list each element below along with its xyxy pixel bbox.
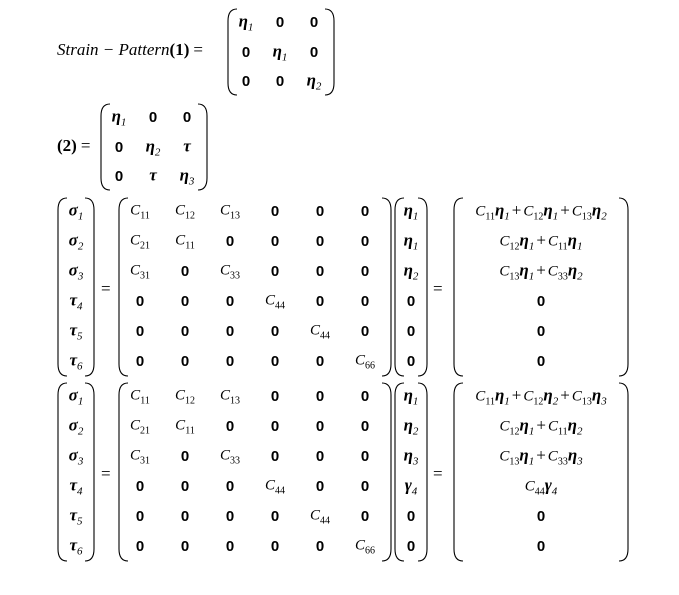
matrix-cell: 0	[182, 109, 192, 126]
result-cell: $C_{11}\eta_1 + C_{12}\eta_1 + C_{13}\eta_2$	[475, 200, 607, 223]
right-paren	[382, 198, 391, 376]
result-cell: $C_{13}\eta_1 + C_{33}\eta_3$	[499, 445, 583, 468]
left-paren	[101, 104, 110, 190]
stiffness-cell: 0	[270, 538, 280, 555]
matrix-cell: 0	[275, 73, 285, 90]
equals-sign: =	[433, 279, 443, 298]
matrix-cell: 0	[114, 168, 124, 185]
stress-vector-1	[56, 197, 96, 377]
stiffness-cell: 0	[180, 353, 190, 370]
matrix-cell: τ	[149, 165, 157, 185]
equals-sign: =	[101, 464, 111, 483]
stiffness-cell: 0	[315, 293, 325, 310]
stiffness-cell: 0	[135, 323, 145, 340]
pattern-number-1: (1)	[169, 40, 190, 59]
stiffness-cell: 0	[225, 233, 235, 250]
pattern-number-2: (2)	[57, 136, 77, 155]
stiffness-cell: 0	[135, 353, 145, 370]
left-paren	[119, 198, 128, 376]
stiffness-cell: $C_{12}$	[174, 387, 196, 407]
stiffness-cell: 0	[270, 388, 280, 405]
right-paren	[619, 383, 628, 561]
stiffness-cell: 0	[270, 418, 280, 435]
strain-pattern-text: Strain − Pattern	[57, 40, 170, 59]
left-paren	[454, 198, 463, 376]
stress-cell: $\tau_5$	[69, 505, 83, 528]
stiffness-cell: 0	[315, 388, 325, 405]
stiffness-cell: $C_{13}$	[219, 387, 241, 407]
matrix-cell: $\eta_1$	[111, 106, 127, 129]
result-vector-1	[452, 197, 630, 377]
right-paren	[85, 198, 94, 376]
right-paren	[198, 104, 207, 190]
stress-cell: $\tau_4$	[69, 290, 83, 313]
stiffness-cell: 0	[315, 418, 325, 435]
stiffness-cell: 0	[225, 508, 235, 525]
right-paren	[325, 9, 334, 95]
stiffness-cell: 0	[315, 478, 325, 495]
right-paren	[382, 383, 391, 561]
stress-cell: $\tau_6$	[69, 350, 83, 373]
stiffness-cell: 0	[360, 323, 370, 340]
stiffness-cell: 0	[135, 538, 145, 555]
stiffness-cell: $C_{21}$	[129, 417, 151, 437]
stiffness-cell: 0	[135, 508, 145, 525]
stress-cell: $\sigma_2$	[68, 415, 84, 438]
stiffness-cell: $C_{33}$	[219, 262, 241, 282]
stiffness-cell: 0	[180, 323, 190, 340]
strain-cell: $\eta_2$	[403, 415, 419, 438]
result-cell: $C_{12}\eta_1 + C_{11}\eta_1$	[499, 230, 583, 253]
stiffness-cell: $C_{44}$	[309, 322, 331, 342]
stiffness-cell: 0	[135, 478, 145, 495]
stiffness-cell: 0	[225, 323, 235, 340]
strain-cell: $\eta_1$	[403, 200, 419, 223]
right-paren	[85, 383, 94, 561]
matrix-cell: 0	[241, 44, 251, 61]
matrix-cell: 0	[241, 73, 251, 90]
result-cell: 0	[536, 353, 546, 370]
right-paren	[418, 198, 427, 376]
strain-cell: $\eta_1$	[403, 385, 419, 408]
strain-cell: 0	[406, 538, 416, 555]
stiffness-cell: 0	[360, 263, 370, 280]
matrix-cell: 0	[309, 44, 319, 61]
stress-vector-2	[56, 382, 96, 562]
pattern-2-label	[57, 137, 90, 155]
stiffness-cell: $C_{11}$	[175, 417, 195, 437]
stress-cell: $\sigma_1$	[68, 200, 84, 223]
result-cell: 0	[536, 293, 546, 310]
left-paren	[395, 198, 404, 376]
stress-cell: $\sigma_3$	[68, 445, 84, 468]
stiffness-cell: 0	[315, 263, 325, 280]
matrix-cell: 0	[114, 139, 124, 156]
stiffness-cell: $C_{12}$	[174, 202, 196, 222]
stiffness-cell: 0	[315, 448, 325, 465]
matrix-cell: 0	[148, 109, 158, 126]
left-paren	[395, 383, 404, 561]
strain-cell: 0	[406, 293, 416, 310]
equals-sign: =	[433, 464, 443, 483]
right-paren	[418, 383, 427, 561]
stress-cell: $\tau_4$	[69, 475, 83, 498]
stiffness-cell: 0	[270, 263, 280, 280]
left-paren	[58, 198, 67, 376]
stiffness-cell: 0	[225, 478, 235, 495]
result-cell: $C_{44}\gamma_4$	[524, 475, 558, 498]
stiffness-cell: $C_{31}$	[129, 447, 151, 467]
stiffness-cell: 0	[315, 538, 325, 555]
strain-cell: 0	[406, 353, 416, 370]
result-cell: 0	[536, 323, 546, 340]
stiffness-cell: 0	[270, 203, 280, 220]
strain-cell: 0	[406, 508, 416, 525]
result-cell: $C_{11}\eta_1 + C_{12}\eta_2 + C_{13}\eta_3$	[475, 385, 607, 408]
stiffness-cell: 0	[360, 508, 370, 525]
stiffness-cell: $C_{44}$	[264, 477, 286, 497]
stiffness-cell: 0	[360, 293, 370, 310]
strain-vector-2	[393, 382, 429, 562]
stiffness-cell: 0	[180, 538, 190, 555]
stiffness-cell: 0	[225, 538, 235, 555]
result-cell: 0	[536, 508, 546, 525]
stress-cell: $\tau_5$	[69, 320, 83, 343]
stiffness-cell: $C_{31}$	[129, 262, 151, 282]
stiffness-cell: 0	[180, 478, 190, 495]
matrix-cell: $\eta_1$	[272, 41, 288, 64]
result-cell: $C_{13}\eta_1 + C_{33}\eta_2$	[499, 260, 583, 283]
stiffness-cell: 0	[180, 508, 190, 525]
equals-sign: =	[80, 136, 91, 155]
stiffness-cell: 0	[360, 418, 370, 435]
stiffness-cell: $C_{13}$	[219, 202, 241, 222]
left-paren	[228, 9, 237, 95]
strain-cell: $\eta_3$	[403, 445, 419, 468]
stiffness-cell: 0	[180, 293, 190, 310]
matrix-cell: $\eta_2$	[145, 136, 161, 159]
result-cell: 0	[536, 538, 546, 555]
stiffness-cell: 0	[225, 293, 235, 310]
stiffness-cell: $C_{44}$	[309, 507, 331, 527]
matrix-cell: 0	[275, 14, 285, 31]
stiffness-cell: $C_{21}$	[129, 232, 151, 252]
equals-sign: =	[193, 40, 203, 59]
stiffness-cell: 0	[270, 233, 280, 250]
stiffness-cell: 0	[135, 293, 145, 310]
result-cell: $C_{12}\eta_1 + C_{11}\eta_2$	[499, 415, 583, 438]
stiffness-cell: 0	[360, 233, 370, 250]
stiffness-cell: 0	[360, 388, 370, 405]
stress-cell: $\tau_6$	[69, 535, 83, 558]
matrix-cell: τ	[183, 136, 191, 156]
stiffness-cell: 0	[315, 353, 325, 370]
matrix-cell: $\eta_2$	[306, 70, 322, 93]
matrix-cell: $\eta_1$	[238, 11, 254, 34]
stiffness-cell: 0	[270, 353, 280, 370]
strain-cell: $\eta_2$	[403, 260, 419, 283]
strain-vector-1	[393, 197, 429, 377]
right-paren	[619, 198, 628, 376]
stiffness-cell: 0	[270, 448, 280, 465]
stiffness-cell: $C_{33}$	[219, 447, 241, 467]
stiffness-matrix-1	[117, 197, 393, 377]
matrix-cell: $\eta_3$	[179, 165, 195, 188]
stiffness-cell: $C_{11}$	[130, 387, 150, 407]
left-paren	[454, 383, 463, 561]
stiffness-cell: 0	[360, 478, 370, 495]
stiffness-cell: 0	[360, 203, 370, 220]
stress-cell: $\sigma_2$	[68, 230, 84, 253]
result-vector-2	[452, 382, 630, 562]
stiffness-cell: 0	[225, 418, 235, 435]
stress-cell: $\sigma_1$	[68, 385, 84, 408]
strain-matrix-1	[226, 8, 336, 96]
left-paren	[119, 383, 128, 561]
stiffness-cell: 0	[315, 203, 325, 220]
strain-cell: 0	[406, 323, 416, 340]
stiffness-matrix-2	[117, 382, 393, 562]
strain-cell: $\gamma_4$	[404, 475, 418, 498]
matrix-cell: 0	[309, 14, 319, 31]
stiffness-cell: 0	[360, 448, 370, 465]
stiffness-cell: $C_{66}$	[354, 537, 376, 557]
stiffness-cell: 0	[315, 233, 325, 250]
stiffness-cell: 0	[225, 353, 235, 370]
left-paren	[58, 383, 67, 561]
stiffness-cell: 0	[180, 448, 190, 465]
stiffness-cell: $C_{66}$	[354, 352, 376, 372]
strain-matrix-2	[99, 103, 209, 191]
stiffness-cell: $C_{11}$	[130, 202, 150, 222]
strain-pattern-label	[57, 41, 203, 59]
strain-cell: $\eta_1$	[403, 230, 419, 253]
stiffness-cell: 0	[180, 263, 190, 280]
equals-sign: =	[101, 279, 111, 298]
stiffness-cell: $C_{11}$	[175, 232, 195, 252]
stiffness-cell: 0	[270, 508, 280, 525]
stiffness-cell: $C_{44}$	[264, 292, 286, 312]
stiffness-cell: 0	[270, 323, 280, 340]
stress-cell: $\sigma_3$	[68, 260, 84, 283]
